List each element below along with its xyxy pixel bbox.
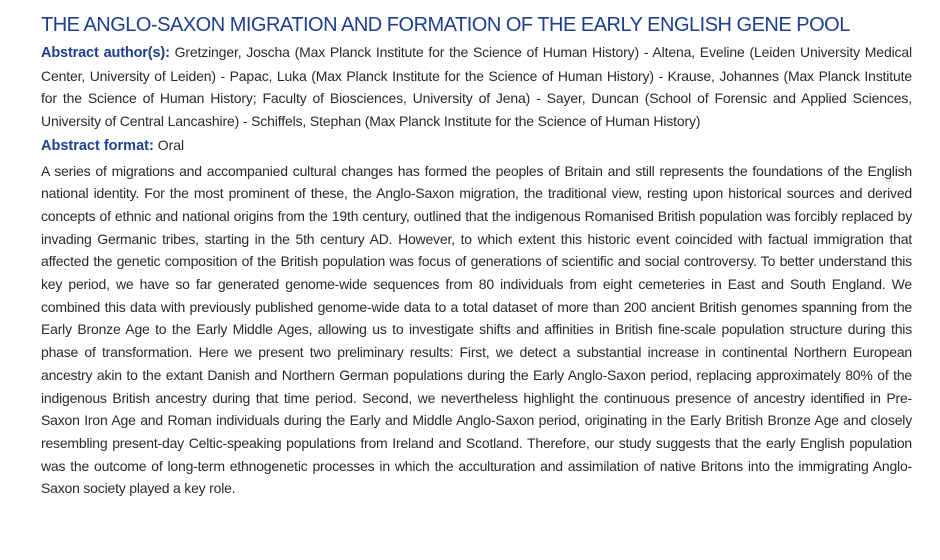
abstract-format <box>41 134 912 158</box>
abstract-title: THE ANGLO-SAXON MIGRATION AND FORMATION OF THE EARLY ENGLISH GENE POOL <box>41 14 850 36</box>
authors-text: Gretzinger, Joscha (Max Planck Institute for the Science of Human History) - Altena, Eveline (Leiden University Medical Center, University of Leiden) - Papac, Luka (Max Planck Institute for the Science of Human History) - Krause, Johannes (Max Planck Institute for the Science of Human History; Faculty of Biosciences, University of Jena) - Sayer, Duncan (School of Forensic and Applied Sciences, University of Central Lancashire) - Schiffels, Stephan (Max Planck Institute for the Science of Human History) <box>41 44 912 129</box>
format-value: Oral <box>157 137 185 153</box>
format-label: Abstract format: <box>41 138 154 154</box>
abstract-authors <box>41 41 912 132</box>
authors-label: Abstract author(s): <box>41 45 170 61</box>
abstract-body: A series of migrations and accompanied cultural changes has formed the peoples of Britain and still represents the foundations of the English national identity. For the most prominent of these, the Anglo-Saxon migration, the traditional view, resting upon historical sources and derived concepts of ethnic and national origins from the 19th century, outlined that the indigenous Romanised British population was forcibly replaced by invading Germanic tribes, starting in the 5th century AD. However, to which extent this historic event coincided with factual immigration that affected the genetic composition of the British population was focus of generations of scientific and social controversy. To better understand this key period, we have so far generated genome-wide sequences from 80 individuals from eight cemeteries in East and South England. We combined this data with previously published genome-wide data to a total dataset of more than 200 ancient British genomes spanning from the Early Bronze Age to the Early Middle Ages, allowing us to investigate shifts and affinities in British fine-scale population structure during this phase of transformation. Here we present two preliminary results: First, we detect a substantial increase in continental Northern European ancestry akin to the extant Danish and Northern German populations during the Early Anglo-Saxon period, replacing approximately 80% of the indigenous British ancestry during that time period. Second, we nevertheless highlight the continuous presence of ancestry identified in Pre-Saxon Iron Age and Roman individuals during the Early and Middle Anglo-Saxon period, originating in the Early British Bronze Age and closely resembling present-day Celtic-speaking populations from Ireland and Scotland. Therefore, our study suggests that the early English population was the outcome of long-term ethnogenetic processes in which the acculturation and assimilation of native Britons into the immigrating Anglo-Saxon society played a key role. <box>41 162 912 497</box>
